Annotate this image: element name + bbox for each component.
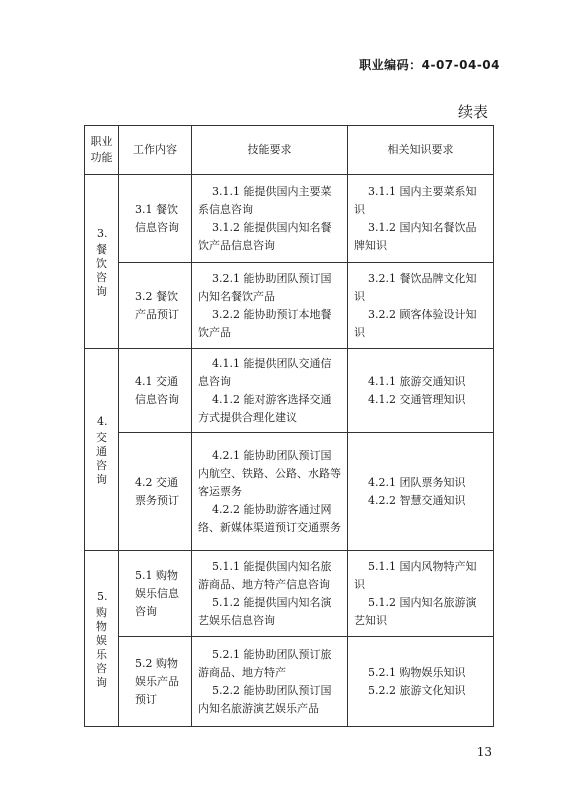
- table-row: [85, 349, 494, 433]
- continued-label: 续表: [457, 103, 488, 121]
- table-row: [85, 637, 494, 727]
- table-row: [85, 433, 494, 551]
- header-function: 职业功能: [85, 126, 119, 175]
- function-cell: 3. 餐饮咨询: [85, 175, 119, 349]
- knowledge-cell: 4.1.1 旅游交通知识 4.1.2 交通管理知识: [348, 349, 494, 433]
- occupation-code: 职业编码：4-07-04-04: [359, 58, 500, 72]
- function-cell: 5. 购物娱乐咨询: [85, 551, 119, 727]
- knowledge-cell: 5.1.1 国内风物特产知识 5.1.2 国内知名旅游演艺知识: [348, 551, 494, 637]
- skill-cell: 4.1.1 能提供团队交通信息咨询 4.1.2 能对游客选择交通方式提供合理化建议: [192, 349, 348, 433]
- knowledge-cell: 5.2.1 购物娱乐知识 5.2.2 旅游文化知识: [348, 637, 494, 727]
- skill-cell: 4.2.1 能协助团队预订国内航空、铁路、公路、水路等客运票务 4.2.2 能协助游客通过网络、新媒体渠道预订交通票务: [192, 433, 348, 551]
- work-cell: 5.1 购物娱乐信息咨询: [119, 551, 192, 637]
- work-cell: 5.2 购物娱乐产品预订: [119, 637, 192, 727]
- table-row: [85, 551, 494, 637]
- work-cell: 4.1 交通信息咨询: [119, 349, 192, 433]
- table-row: [85, 175, 494, 263]
- function-cell: 4. 交通咨询: [85, 349, 119, 551]
- header-knowledge: 相关知识要求: [348, 126, 494, 175]
- table-header-row: [85, 126, 494, 175]
- skill-cell: 3.2.1 能协助团队预订国内知名餐饮产品 3.2.2 能协助预订本地餐饮产品: [192, 263, 348, 349]
- knowledge-cell: 4.2.1 团队票务知识 4.2.2 智慧交通知识: [348, 433, 494, 551]
- skill-cell: 3.1.1 能提供国内主要菜系信息咨询 3.1.2 能提供国内知名餐饮产品信息咨询: [192, 175, 348, 263]
- knowledge-cell: 3.2.1 餐饮品牌文化知识 3.2.2 顾客体验设计知识: [348, 263, 494, 349]
- header-work: 工作内容: [119, 126, 192, 175]
- knowledge-cell: 3.1.1 国内主要菜系知识 3.1.2 国内知名餐饮品牌知识: [348, 175, 494, 263]
- skill-cell: 5.1.1 能提供国内知名旅游商品、地方特产信息咨询 5.1.2 能提供国内知名演艺娱乐信息咨询: [192, 551, 348, 637]
- work-cell: 3.1 餐饮信息咨询: [119, 175, 192, 263]
- table-row: [85, 263, 494, 349]
- skill-cell: 5.2.1 能协助团队预订旅游商品、地方特产 5.2.2 能协助团队预订国内知名旅游演艺娱乐产品: [192, 637, 348, 727]
- work-cell: 4.2 交通票务预订: [119, 433, 192, 551]
- header-skill: 技能要求: [192, 126, 348, 175]
- skills-table: [84, 125, 494, 727]
- page-number: 13: [476, 745, 492, 759]
- work-cell: 3.2 餐饮产品预订: [119, 263, 192, 349]
